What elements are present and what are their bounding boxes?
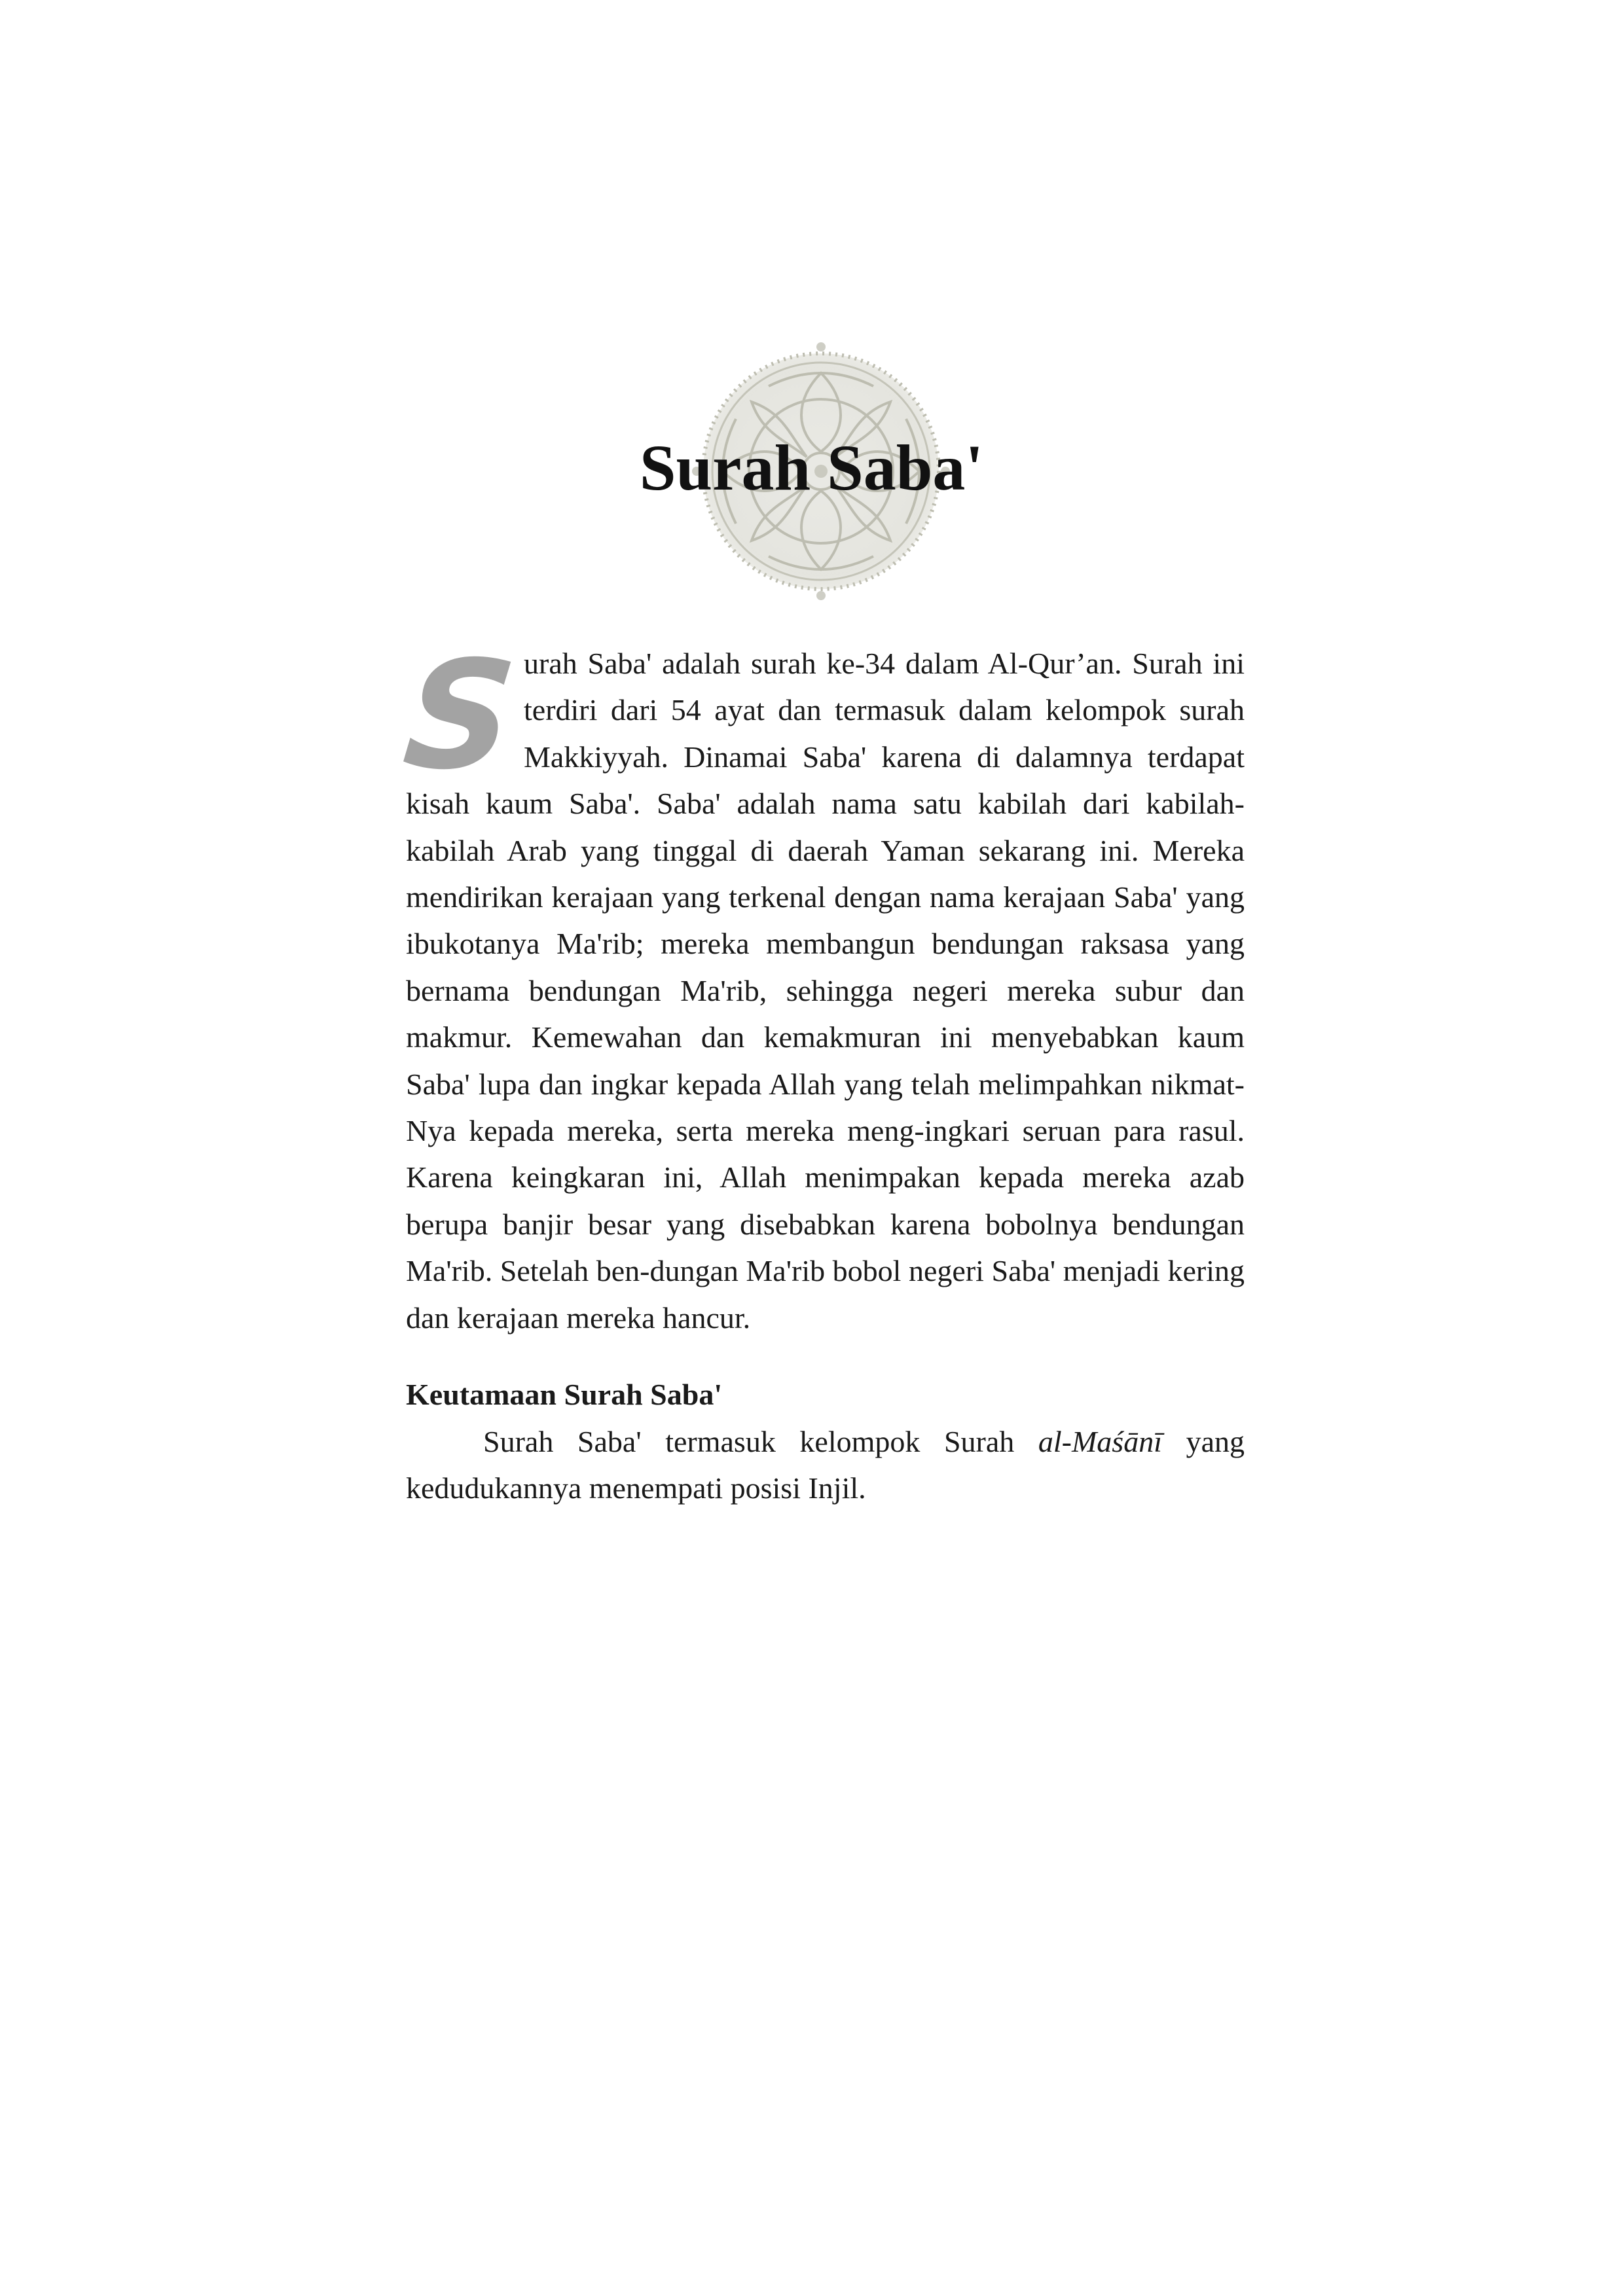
- section-text-after: yang kedudukannya menempati posisi Injil.: [406, 1424, 1245, 1505]
- section-heading: Keutamaan Surah Saba': [406, 1378, 723, 1412]
- drop-cap-letter: S: [397, 628, 523, 802]
- page-title: Surah Saba': [639, 431, 984, 504]
- intro-paragraph: [397, 628, 1245, 1341]
- intro-paragraph-text: urah Saba' adalah surah ke-34 dalam Al-Qur’an. Surah ini terdiri dari 54 ayat dan termasuk dalam kelompok surah Makkiyyah. Dinamai Saba' karena di dalamnya terdapat kisah kaum Saba'. Saba' adalah nama satu kabilah dari kabilah-kabilah Arab yang tinggal di daerah Yaman sekarang ini. Mereka mendirikan kerajaan yang terkenal dengan nama kerajaan Saba' yang ibukotanya Ma'rib; mereka membangun bendungan raksasa yang bernama bendungan Ma'rib, sehingga negeri mereka subur dan makmur. Kemewahan dan kemakmuran ini menyebabkan kaum Saba' lupa dan ingkar kepada Allah yang telah melimpahkan nikmat-Nya kepada mereka, serta mereka meng-ingkari seruan para rasul. Karena keingkaran ini, Allah menimpakan kepada mereka azab berupa banjir besar yang disebabkan karena bobolnya bendungan Ma'rib. Setelah ben-dungan Ma'rib bobol negeri Saba' menjadi kering dan kerajaan mereka hancur.: [406, 647, 1245, 1335]
- section-italic-term: al-Maśānī: [1038, 1424, 1162, 1458]
- section-text-before: Surah Saba' termasuk kelompok Surah: [483, 1424, 1038, 1458]
- section-paragraph: [406, 1418, 1245, 1512]
- main-content: [397, 628, 1245, 1511]
- drop-cap: [397, 628, 524, 802]
